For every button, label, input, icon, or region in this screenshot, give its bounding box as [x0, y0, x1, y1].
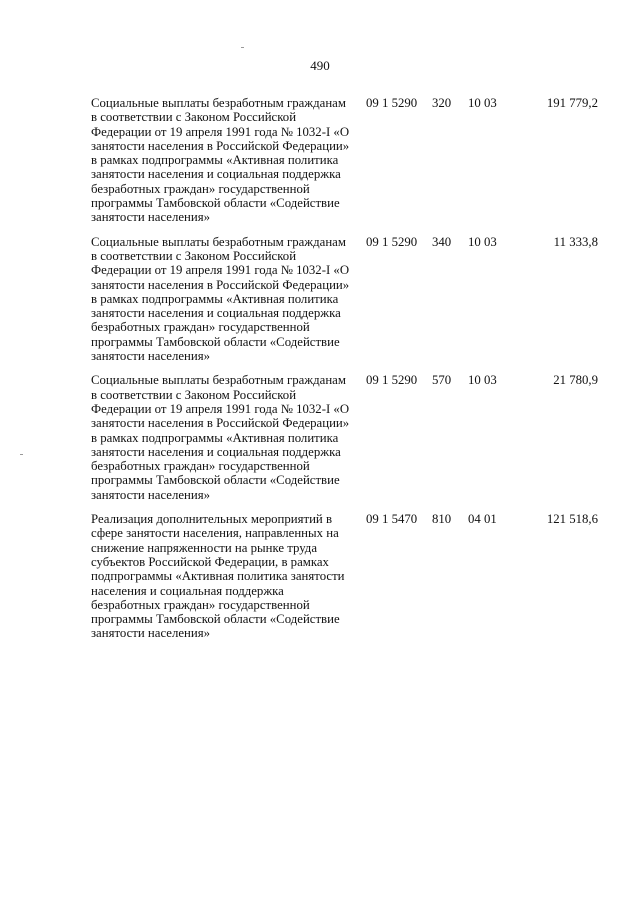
row-expense-type: 570	[432, 373, 452, 388]
row-description: Реализация дополнительных мероприятий в сфере занятости населения, направленных на снижение напряженности на рынке труда субъектов Российской Федерации, в рамках подпрограммы «Активная политика занятости населения и социальная поддержка безработных граждан» государственной программы Тамбовской области «Содействие занятости населения»	[91, 512, 345, 641]
table-row	[0, 96, 640, 225]
row-expense-type: 320	[432, 96, 452, 110]
row-amount: 21 780,9	[553, 373, 598, 388]
row-expense-type: 340	[432, 234, 452, 249]
row-target-code: 09 1 5290	[366, 234, 418, 249]
row-target-code: 09 1 5290	[366, 373, 418, 388]
row-section: 04 01	[468, 512, 497, 527]
page-number: 490	[310, 58, 330, 73]
row-amount: 121 518,6	[546, 512, 598, 527]
row-description: Социальные выплаты безработным гражданам в соответствии с Законом Российской Федерации от 19 апреля 1991 года № 1032-I «О занятости населения в Российской Федерации» в рамках подпрограммы «Активная политика занятости населения и социальная поддержка безработных граждан» государственной программы Тамбовской области «Содействие занятости населения»	[91, 234, 350, 364]
row-expense-type: 810	[432, 512, 452, 527]
row-section: 10 03	[468, 234, 497, 249]
table-row	[0, 512, 640, 641]
row-description: Социальные выплаты безработным гражданам в соответствии с Законом Российской Федерации от 19 апреля 1991 года № 1032-I «О занятости населения в Российской Федерации» в рамках подпрограммы «Активная политика занятости населения и социальная поддержка безработных граждан» государственной программы Тамбовской области «Содействие занятости населения»	[91, 96, 350, 225]
budget-table	[0, 96, 640, 651]
row-target-code: 09 1 5470	[366, 512, 418, 527]
table-row	[0, 235, 640, 364]
row-target-code: 09 1 5290	[366, 96, 418, 110]
table-row	[0, 373, 640, 502]
row-section: 10 03	[468, 373, 497, 388]
scan-artifact	[241, 47, 244, 48]
row-amount: 191 779,2	[546, 96, 598, 110]
row-description: Социальные выплаты безработным гражданам в соответствии с Законом Российской Федерации от 19 апреля 1991 года № 1032-I «О занятости населения в Российской Федерации» в рамках подпрограммы «Активная политика занятости населения и социальная поддержка безработных граждан» государственной программы Тамбовской области «Содействие занятости населения»	[91, 373, 350, 502]
row-section: 10 03	[468, 96, 497, 110]
row-amount: 11 333,8	[553, 234, 598, 249]
